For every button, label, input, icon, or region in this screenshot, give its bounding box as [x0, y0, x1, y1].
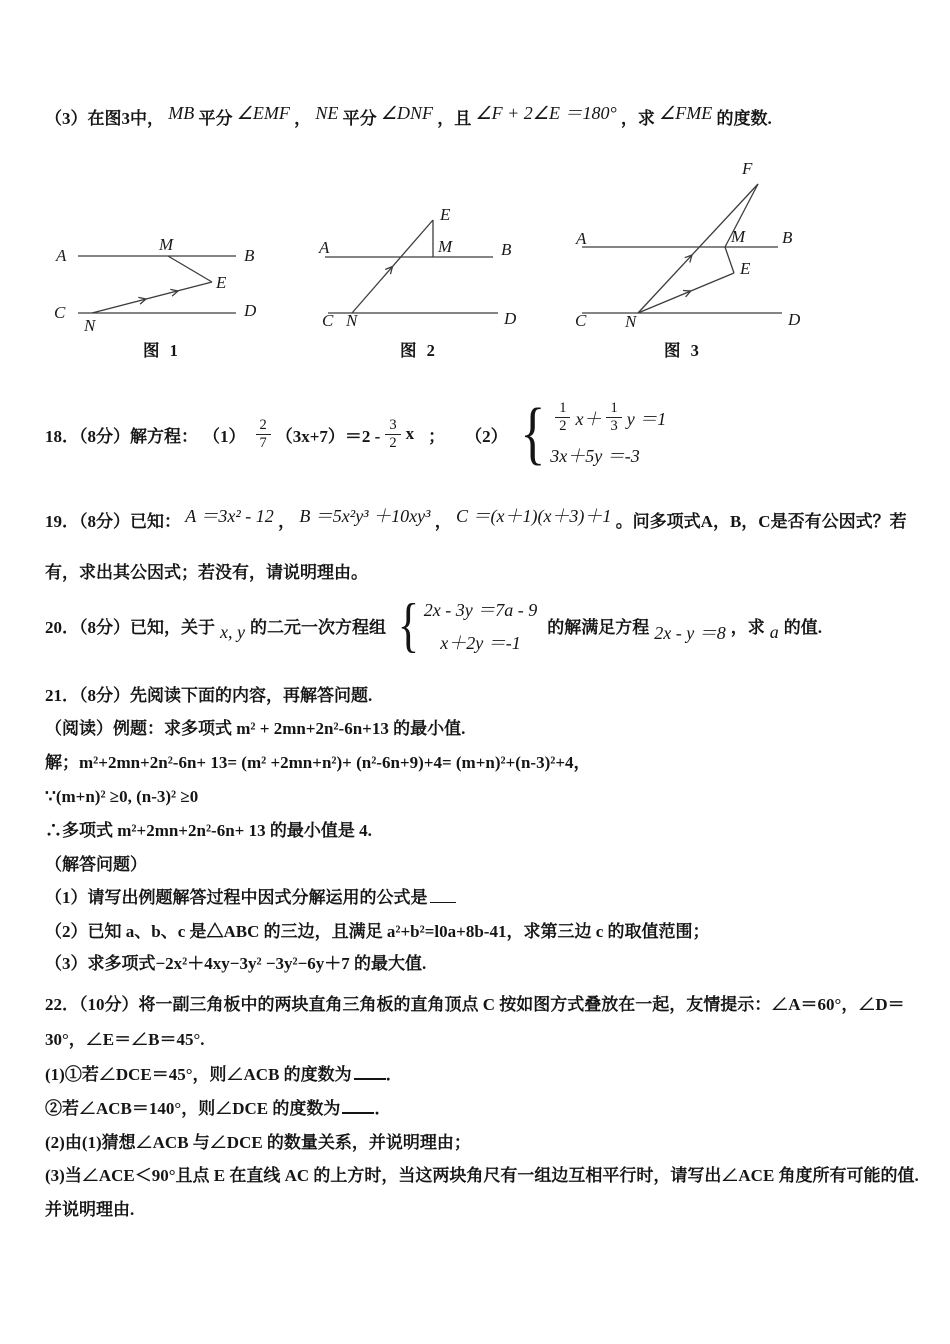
point-label-d: D: [788, 310, 801, 329]
problem-21-answer-section-label: （解答问题）: [45, 855, 147, 874]
point-label-d: D: [504, 309, 517, 328]
segment-ne: [92, 282, 212, 313]
math-a: a: [769, 621, 779, 642]
math-angle-emf: ∠EMF: [236, 103, 290, 123]
problem-21-question-2: （2）已知 a、b、c 是△ABC 的三边，且满足 a²+b²=l0a+8b-41，求第三边 c 的取值范围；: [45, 922, 710, 941]
point-label-c: C: [54, 303, 66, 322]
polynomial-c: C ＝(x＋1)(x＋3)＋1: [455, 506, 612, 526]
problem-21-because-line: ∵(m+n)² ≥0, (n-3)² ≥0: [45, 787, 199, 806]
point-label-d: D: [244, 301, 257, 320]
point-label-e: E: [740, 259, 751, 278]
fraction-numerator: 1: [555, 400, 570, 418]
math-angle-dnf: ∠DNF: [380, 103, 434, 123]
point-label-a: A: [56, 246, 67, 265]
text: ，求: [620, 109, 655, 128]
answer-blank: [354, 1064, 386, 1080]
separator: ，: [278, 512, 296, 531]
point-label-m: M: [159, 235, 174, 254]
fraction-3-2: [385, 417, 400, 451]
fraction-1-2: [555, 400, 570, 434]
problem-21-question-1: [45, 885, 456, 911]
problem-21-heading: 21．（8分）先阅读下面的内容，再解答问题.: [45, 686, 373, 705]
polynomial-b: B ＝5x²y³ ＋10xy³: [299, 506, 431, 526]
text: （3）在图3中，: [45, 109, 164, 128]
text: ，求: [730, 617, 765, 637]
point-label-b: B: [501, 240, 512, 259]
text: 平分: [342, 109, 377, 128]
equation-text: （3x+7）＝2 -: [275, 426, 381, 446]
figure-2-diagram: [315, 205, 565, 333]
text: 的值.: [783, 617, 822, 637]
problem-22-heading-cont: 30°，∠E＝∠B＝45°.: [45, 1030, 205, 1049]
point-label-e: E: [440, 205, 451, 224]
text: 的度数.: [716, 109, 772, 128]
text: (1)①若∠DCE＝45°，则∠ACB 的度数为: [45, 1065, 352, 1084]
separator: ，: [434, 512, 452, 531]
equation-system: [516, 395, 667, 473]
fraction-numerator: 3: [385, 417, 400, 435]
system-equation-1: [550, 400, 666, 434]
point-label-n: N: [346, 311, 358, 330]
problem-19-line-1: [45, 503, 907, 535]
problem-21-question-3: （3）求多项式−2x²＋4xy−3y² −3y²−6y＋7 的最大值.: [45, 954, 427, 973]
answer-blank: [342, 1098, 374, 1114]
point-label-e: E: [216, 273, 227, 292]
part-2-label: （2）: [465, 426, 508, 446]
system-equation-2: x＋2y ＝-1: [440, 632, 521, 653]
text: 的二元一次方程组: [249, 617, 386, 637]
problem-19-heading: 19．（8分）已知：: [45, 512, 181, 531]
point-label-f: F: [742, 159, 753, 178]
polynomial-a: A ＝3x² - 12: [185, 506, 274, 526]
problem-22-heading: 22．（10分）将一副三角板中的两块直角三角板的直角顶点 C 按如图方式叠放在一起，友情提示：∠A＝60°，∠D＝: [45, 995, 905, 1014]
text: 。问多项式A，B，C是否有公因式？若: [615, 512, 907, 531]
equation-text: y ＝1: [626, 408, 667, 429]
problem-22-question-3-cont: 并说明理由.: [45, 1200, 135, 1219]
figure-3-diagram: [570, 158, 820, 334]
problem-18-heading: 18．（8分）解方程：: [45, 426, 198, 446]
system-equation-1: 2x - 3y ＝7a - 9: [423, 599, 538, 620]
fraction-denominator: 7: [259, 434, 267, 451]
figure-1-diagram: [40, 232, 290, 344]
figure-2-caption: 图 2: [400, 341, 438, 360]
math-ne: NE: [315, 103, 339, 123]
text: ．: [385, 1065, 403, 1084]
problem-21-therefore-line: ∴多项式 m²+2mn+2n²-6n+ 13 的最小值是 4.: [45, 821, 372, 840]
point-label-n: N: [625, 312, 637, 331]
segment-me: [725, 247, 734, 273]
problem-22-question-1b: [45, 1096, 391, 1122]
problem-21-solution-step: 解；m²+2mn+2n²-6n+ 13= (m² +2mn+n²)+ (n²-6n+9)+4= (m+n)²+(n-3)²+4，: [45, 753, 591, 772]
segment-me: [168, 256, 212, 282]
math-mb: MB: [168, 103, 195, 123]
problem-22-question-1a: [45, 1062, 403, 1088]
point-label-b: B: [244, 246, 255, 265]
point-label-c: C: [322, 311, 334, 330]
point-label-a: A: [576, 229, 587, 248]
fraction-1-3: [606, 400, 621, 434]
problem-3-statement: [45, 100, 772, 132]
system-equation-2: 3x＋5y ＝-3: [550, 445, 640, 466]
problem-22-question-2: (2)由(1)猜想∠ACB 与∠DCE 的数量关系，并说明理由；: [45, 1133, 471, 1152]
text: ，且: [437, 109, 472, 128]
system-brace: {: [397, 591, 420, 658]
fraction-denominator: 2: [389, 434, 397, 451]
equation-system: [394, 591, 538, 658]
point-label-c: C: [575, 311, 587, 330]
fraction-2-7: [256, 417, 271, 451]
fraction-numerator: 1: [606, 400, 621, 418]
text: 的解满足方程: [547, 617, 650, 637]
fraction-numerator: 2: [256, 417, 271, 435]
problem-18: [45, 393, 666, 475]
segment-nf: [638, 184, 758, 313]
math-angle-equation: ∠F + 2∠E ＝180°: [475, 103, 617, 123]
problem-20: [45, 591, 822, 658]
segment-ne: [638, 273, 734, 313]
equation-text: x＋: [575, 408, 602, 429]
fraction-denominator: 3: [610, 418, 618, 434]
text: 平分: [198, 109, 233, 128]
text: （1）请写出例题解答过程中因式分解运用的公式是: [45, 888, 428, 907]
problem-22-question-3: (3)当∠ACE＜90°且点 E 在直线 AC 的上方时，当这两块角尺有一组边互相平行时，请写出∠ACE 角度所有可能的值.: [45, 1166, 919, 1185]
text: ②若∠ACB＝140°，则∠DCE 的度数为: [45, 1099, 341, 1118]
problem-20-heading: 20．（8分）已知，关于: [45, 617, 215, 637]
system-brace: {: [519, 395, 546, 473]
point-label-b: B: [782, 228, 793, 247]
separator: ；: [428, 426, 446, 446]
problem-21-reading-example: （阅读）例题：求多项式 m² + 2mn+2n²-6n+13 的最小值.: [45, 719, 466, 738]
fraction-denominator: 2: [559, 418, 567, 434]
answer-blank: [430, 888, 456, 903]
point-label-a: A: [319, 238, 330, 257]
math-equation: 2x - y ＝8: [654, 623, 726, 643]
point-label-n: N: [84, 316, 96, 335]
problem-19-line-2: 有，求出其公因式；若没有，请说明理由。: [45, 563, 368, 582]
text: ，: [294, 109, 312, 128]
point-label-m: M: [438, 237, 453, 256]
figure-1-caption: 图 1: [143, 341, 181, 360]
math-angle-fme: ∠FME: [659, 103, 713, 123]
text: ．: [374, 1099, 392, 1118]
math-xy: x, y: [220, 621, 245, 642]
part-1-label: （1）: [203, 426, 246, 446]
point-label-m: M: [731, 227, 746, 246]
figure-3-caption: 图 3: [664, 341, 702, 360]
equation-text: x: [405, 424, 415, 443]
